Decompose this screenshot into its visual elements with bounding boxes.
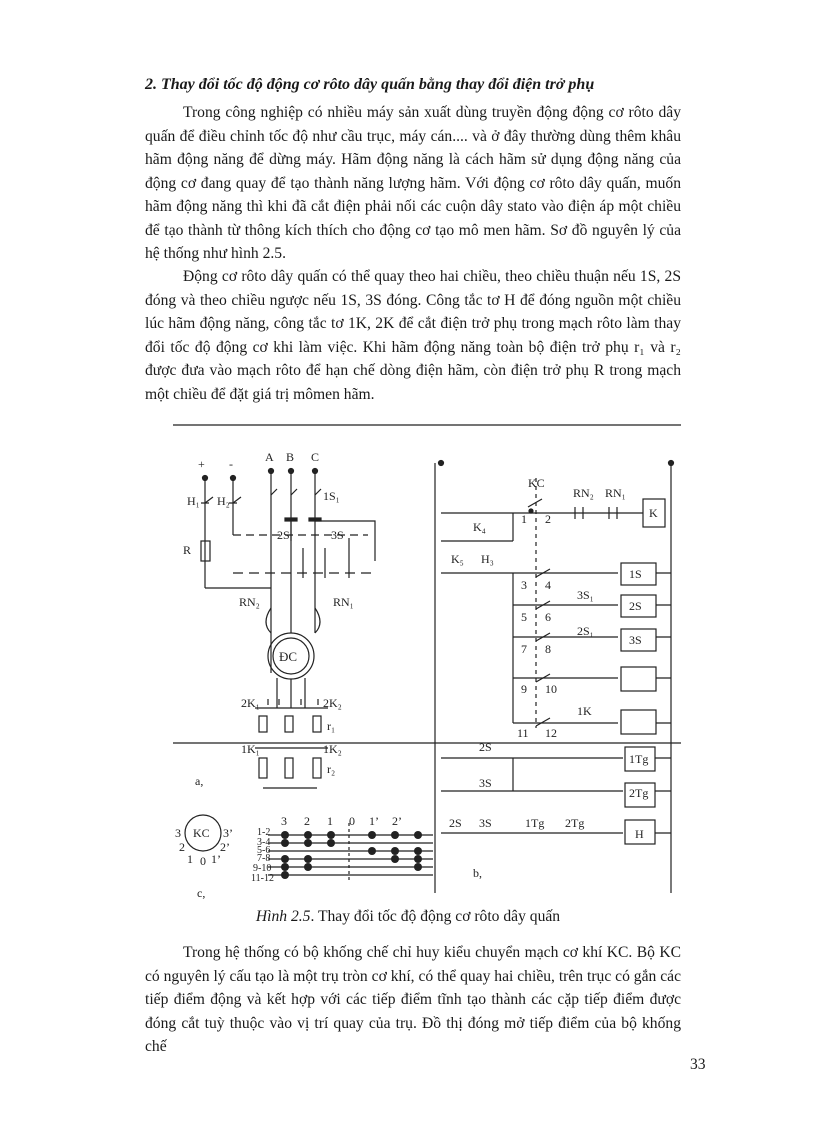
switch-col-2p: 2’ bbox=[392, 814, 402, 828]
power-circuit bbox=[201, 469, 375, 789]
3s-contact: 3S bbox=[479, 776, 492, 790]
coil-2s: 2S bbox=[629, 599, 642, 613]
r-label: R bbox=[183, 543, 192, 557]
switch-pos-0: 0 bbox=[200, 854, 206, 868]
switch-row-9-10: 9-10 bbox=[253, 863, 272, 874]
switch-pos-3: 3 bbox=[175, 826, 181, 840]
contact-9: 9 bbox=[521, 682, 527, 696]
h2-label: H₂ bbox=[217, 494, 230, 508]
switch-row-11-12: 11-12 bbox=[251, 873, 274, 884]
rn2-contact-label: RN₂ bbox=[573, 486, 594, 500]
contact-3: 3 bbox=[521, 578, 527, 592]
switch-row-3-4: 3-4 bbox=[257, 837, 271, 848]
1s1-label: 1S₁ bbox=[323, 489, 340, 503]
h1-label: H₁ bbox=[187, 494, 200, 508]
motor-label: ĐC bbox=[279, 649, 298, 664]
page-number: 33 bbox=[690, 1056, 706, 1073]
3s1-label: 3S₁ bbox=[577, 588, 594, 602]
switch-row-1-2: 1-2 bbox=[257, 827, 271, 838]
contact-8: 8 bbox=[545, 642, 551, 656]
coil-k-label: K bbox=[649, 506, 658, 520]
k4-label: K₄ bbox=[473, 520, 486, 534]
contact-1: 1 bbox=[521, 512, 527, 526]
phase-a-label: A bbox=[265, 450, 274, 464]
h-row-2s: 2S bbox=[449, 816, 462, 830]
k5-label: K₅ bbox=[451, 552, 464, 566]
paragraph-1: Trong công nghiệp có nhiều máy sản xuất dùng truyền động động cơ rôto dây quấn để điều chỉnh tốc độ như cầu trục, máy cán.... và ở đây thường dùng thêm khâu hãm động năng để dừng máy. Hãm động năng là cách hãm sử dụng động năng của động cơ đang quay để tạo thành năng lượng hãm. Với động cơ rôto dây quấn, muốn hãm động năng thì khi đã cắt điện phải nối các cuộn dây stato vào điện áp một chiều để tạo thành từ thông kích thích cho động cơ tạo mô men hãm. Sơ đồ nguyên lý của hệ thống như hình 2.5. bbox=[145, 104, 681, 262]
label-a: a, bbox=[195, 774, 204, 788]
switch-row-7-8: 7-8 bbox=[257, 853, 271, 864]
1k1-label: 1K₁ bbox=[241, 742, 260, 756]
coil-h: H bbox=[635, 827, 644, 841]
figure-2-5 bbox=[173, 423, 683, 903]
coil-1s: 1S bbox=[629, 567, 642, 581]
minus-label: - bbox=[229, 457, 233, 471]
kc-switch-label: KC bbox=[193, 826, 210, 840]
section-heading: 2. Thay đổi tốc độ động cơ rôto dây quấn bằng thay đổi điện trở phụ bbox=[145, 76, 595, 93]
h-row-2tg: 2Tg bbox=[565, 816, 585, 830]
contact-5: 5 bbox=[521, 610, 527, 624]
switch-pos-2: 2 bbox=[179, 840, 185, 854]
switch-pos-3p: 3’ bbox=[223, 826, 233, 840]
phase-b-label: B bbox=[286, 450, 295, 464]
r1-label: r₁ bbox=[327, 719, 336, 733]
1k2-label: 1K₂ bbox=[323, 742, 342, 756]
3s-label: 3S bbox=[331, 528, 344, 542]
switch-col-3: 3 bbox=[281, 814, 287, 828]
contact-12: 12 bbox=[545, 726, 557, 740]
contact-10: 10 bbox=[545, 682, 557, 696]
1k-contact-label: 1K bbox=[577, 704, 592, 718]
contact-11: 11 bbox=[517, 726, 529, 740]
h-row-3s: 3S bbox=[479, 816, 492, 830]
contact-7: 7 bbox=[521, 642, 527, 656]
coil-3s: 3S bbox=[629, 633, 642, 647]
circuit-diagram bbox=[173, 423, 683, 903]
contact-6: 6 bbox=[545, 610, 551, 624]
plus-label: + bbox=[198, 457, 205, 471]
label-b: b, bbox=[473, 866, 482, 880]
paragraph-2: Động cơ rôto dây quấn có thể quay theo hai chiều, theo chiều thuận nếu 1S, 2S đóng và theo chiều ngược nếu 1S, 3S đóng. Công tắc tơ H để đóng nguồn một chiều lúc hãm động năng, công tắc tơ 1K, 2K để cắt điện trở phụ trong mạch rôto làm thay đổi tốc độ động cơ khi làm việc. Khi hãm động năng toàn bộ điện trở phụ r₁ và r₂ được đưa vào mạch rôto để hạn chế dòng điện hãm, còn điện trở phụ R trong mạch một chiều để đặt giá trị mômen hãm. bbox=[145, 268, 681, 403]
2k2-label: 2K₂ bbox=[323, 696, 342, 710]
contact-4: 4 bbox=[545, 578, 551, 592]
label-c: c, bbox=[197, 886, 206, 900]
rn1-contact-label: RN₁ bbox=[605, 486, 626, 500]
kc-label: KC bbox=[528, 476, 545, 490]
figure-caption: Hình 2.5. Thay đổi tốc độ động cơ rôto dây quấn bbox=[255, 908, 561, 925]
2s1-label: 2S₁ bbox=[577, 624, 594, 638]
2s-contact: 2S bbox=[479, 740, 492, 754]
2k1-label: 2K₁ bbox=[241, 696, 260, 710]
r2-label: r₂ bbox=[327, 762, 336, 776]
switch-row-5-6: 5-6 bbox=[257, 845, 271, 856]
switch-pos-1: 1 bbox=[187, 852, 193, 866]
paragraph-3: Trong hệ thống có bộ khống chế chỉ huy kiểu chuyển mạch cơ khí KC. Bộ KC có nguyên lý cấu tạo là một trụ tròn cơ khí, có thể quay hai chiều, trên trục có gắn các tiếp điểm động và kết hợp với các tiếp điểm tĩnh tạo thành các cặp tiếp điểm được đóng cắt tuỳ thuộc vào vị trí quay của trụ. Đồ thị đóng mở tiếp điểm của bộ khống chế bbox=[145, 944, 681, 1055]
switch-col-0: 0 bbox=[349, 814, 355, 828]
coil-1tg: 1Tg bbox=[629, 752, 649, 766]
switch-pos-2p: 2’ bbox=[220, 840, 230, 854]
phase-c-label: C bbox=[311, 450, 320, 464]
h3-label: H₃ bbox=[481, 552, 494, 566]
2s-label: 2S bbox=[277, 528, 290, 542]
switch-col-2: 2 bbox=[304, 814, 310, 828]
h-row-1tg: 1Tg bbox=[525, 816, 545, 830]
coil-2tg: 2Tg bbox=[629, 786, 649, 800]
switch-col-1: 1 bbox=[327, 814, 333, 828]
switch-col-1p: 1’ bbox=[369, 814, 379, 828]
rn2-label: RN₂ bbox=[239, 595, 260, 609]
rn1-label: RN₁ bbox=[333, 595, 354, 609]
contact-2: 2 bbox=[545, 512, 551, 526]
switch-pos-1p: 1’ bbox=[211, 852, 221, 866]
